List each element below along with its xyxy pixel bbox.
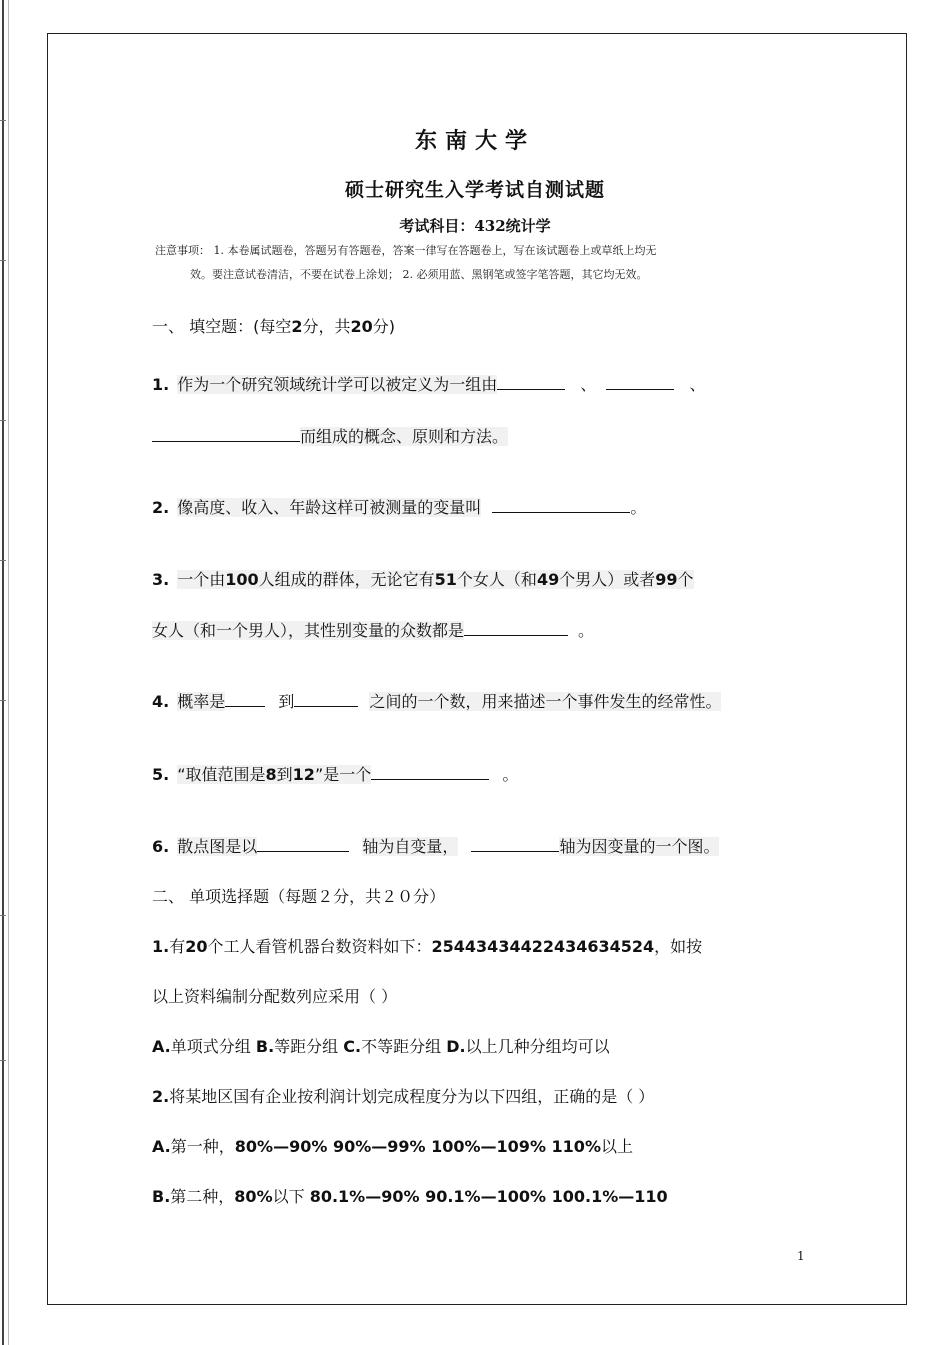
- scan-tick: [0, 1060, 6, 1061]
- choice-question-1: 1.有20个工人看管机器台数资料如下：25443434422434634524，如按: [152, 937, 703, 956]
- choice-question-2-option-b: B.第二种，80%以下 80.1%—90% 90.1%—100% 100.1%—110: [152, 1187, 668, 1206]
- scan-tick: [0, 420, 6, 421]
- exam-subject: 考试科目：432统计学: [399, 217, 551, 235]
- fill-question-3: 3. 一个由100人组成的群体，无论它有51个女人（和49个男人）或者99个: [152, 570, 694, 589]
- answer-blank: [257, 837, 349, 852]
- answer-blank: [492, 498, 630, 513]
- scan-tick: [0, 915, 6, 916]
- choice-question-2-option-a: A.第一种，80%—90% 90%—99% 100%—109% 110%以上: [152, 1137, 633, 1156]
- fill-question-1-cont: 而组成的概念、原则和方法。: [152, 424, 508, 447]
- choice-question-1-options: A.单项式分组 B.等距分组 C.不等距分组 D.以上几种分组均可以: [152, 1037, 610, 1056]
- fill-question-5: 5. “取值范围是8到12”是一个 。: [152, 765, 519, 784]
- notice-line-2: 效。要注意试卷清洁，不要在试卷上涂划； 2. 必须用蓝、黑钢笔或签字笔答题，其它均无效。: [190, 268, 648, 281]
- section-1-heading: 一、 填空题：(每空2分，共20分): [152, 317, 396, 336]
- section-2-heading: 二、 单项选择题（每题２分，共２０分）: [152, 887, 446, 906]
- scan-tick: [0, 260, 6, 261]
- scan-tick: [0, 560, 6, 561]
- answer-blank: [606, 375, 674, 390]
- exam-title: 硕士研究生入学考试自测试题: [344, 179, 605, 201]
- answer-blank: [152, 427, 300, 442]
- fill-question-2: 2. 像高度、收入、年龄这样可被测量的变量叫 。: [152, 498, 647, 517]
- answer-blank: [225, 692, 265, 707]
- fill-question-6: 6. 散点图是以 轴为自变量， 轴为因变量的一个图。: [152, 837, 720, 856]
- fill-question-3-cont: 女人（和一个男人），其性别变量的众数都是 。: [152, 621, 595, 640]
- scan-tick: [0, 120, 6, 121]
- fill-question-4: 4. 概率是 到 之间的一个数，用来描述一个事件发生的经常性。: [152, 692, 722, 711]
- page-number: 1: [797, 1249, 805, 1263]
- answer-blank: [371, 765, 489, 780]
- choice-question-2: 2.将某地区国有企业按利润计划完成程度分为以下四组，正确的是（ ）: [152, 1087, 655, 1106]
- notice-line-1: 注意事项： 1. 本卷属试题卷，答题另有答题卷，答案一律写在答题卷上，写在该试题卷上或草纸上均无: [155, 244, 657, 257]
- choice-question-1-cont: 以上资料编制分配数列应采用（ ）: [152, 987, 398, 1006]
- answer-blank: [294, 692, 358, 707]
- scan-tick: [0, 700, 6, 701]
- answer-blank: [464, 621, 568, 636]
- university-title: 东南大学: [414, 128, 535, 154]
- answer-blank: [497, 375, 565, 390]
- fill-question-1: 1. 作为一个研究领域统计学可以被定义为一组由 、 、: [152, 375, 706, 394]
- answer-blank: [471, 837, 559, 852]
